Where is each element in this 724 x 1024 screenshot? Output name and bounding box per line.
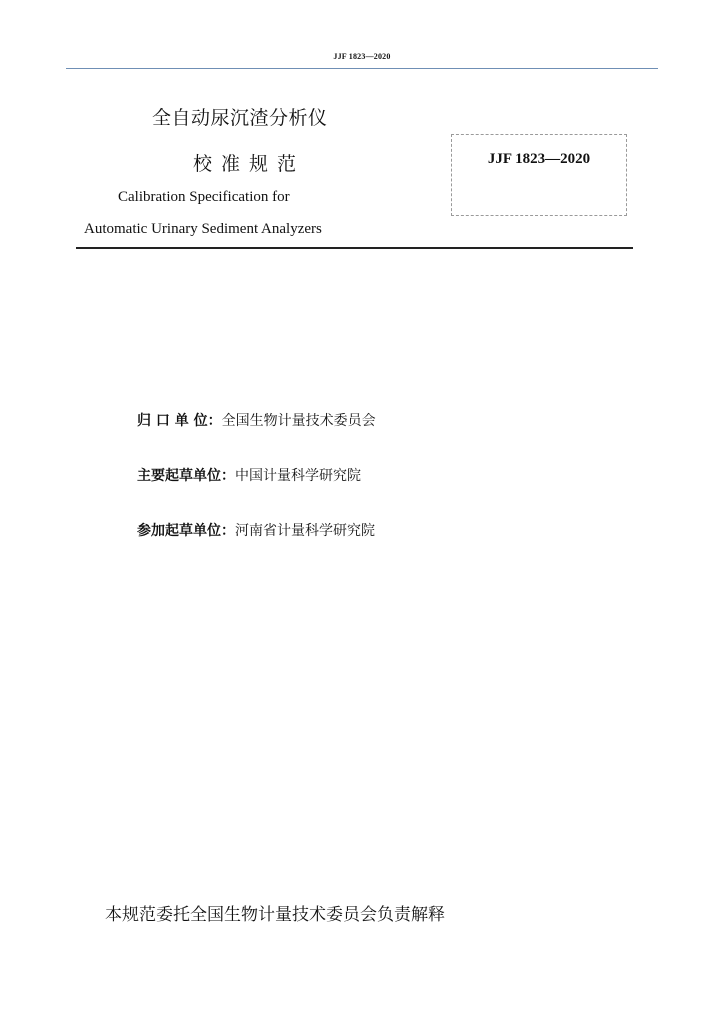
document-code: JJF 1823—2020 — [487, 151, 591, 167]
main-drafting-unit-row — [137, 465, 361, 485]
title-english-line1: Calibration Specification for — [118, 189, 290, 205]
title-chinese-line2: 校准规范 — [193, 153, 306, 175]
responsible-unit-value: 全国生物计量技术委员会 — [221, 413, 376, 429]
participating-drafting-unit-value: 河南省计量科学研究院 — [235, 523, 375, 539]
title-english-line2: Automatic Urinary Sediment Analyzers — [84, 221, 322, 237]
main-drafting-unit-value: 中国计量科学研究院 — [235, 468, 361, 484]
participating-drafting-unit-label: 参加起草单位： — [137, 523, 235, 539]
title-divider-rule — [76, 247, 633, 249]
title-chinese-line1: 全自动尿沉渣分析仪 — [152, 107, 328, 129]
participating-drafting-unit-row — [137, 520, 375, 540]
header-rule — [66, 68, 658, 69]
running-header-code: JJF 1823—2020 — [333, 52, 391, 61]
responsible-unit-label: 归 口 单 位： — [137, 413, 222, 429]
document-code-box — [451, 134, 627, 216]
main-drafting-unit-label: 主要起草单位： — [137, 468, 235, 484]
interpretation-note: 本规范委托全国生物计量技术委员会负责解释 — [105, 905, 445, 925]
responsible-unit-row — [137, 410, 376, 430]
